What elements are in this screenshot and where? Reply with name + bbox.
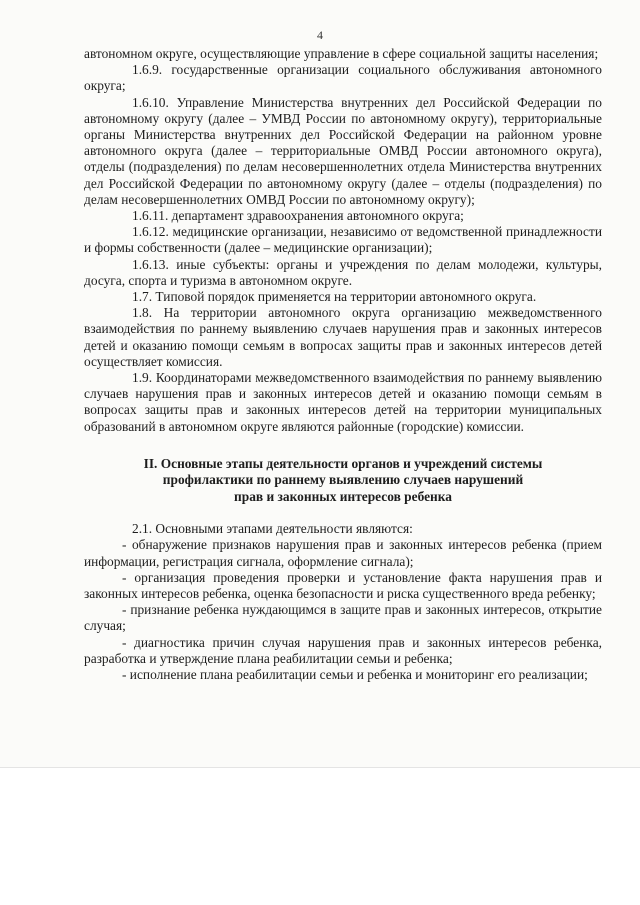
paragraph-1-8: 1.8. На территории автономного округа организацию межведомственного взаимодействия по раннему выявлению случаев нарушения прав и законных интересов детей и оказанию помощи семьям в вопросах защиты прав и законных интересов детей осуществляет комиссия. xyxy=(84,305,602,369)
page-number: 4 xyxy=(317,28,323,42)
list-item-plan-execution: - исполнение плана реабилитации семьи и ребенка и мониторинг его реализации; xyxy=(122,666,588,682)
paragraph-continuation: автономном округе, осуществляющие управление в сфере социальной защиты населения; xyxy=(84,46,599,61)
paragraph-1-6-9: 1.6.9. государственные организации социального обслуживания автономного округа; xyxy=(84,62,602,94)
paragraph-1-6-10: 1.6.10. Управление Министерства внутренних дел Российской Федерации по автономному округу (далее – УМВД России по автономному округу), территориальные органы Министерства внутренних дел Российской Федерации на районном уровне автономного округа (далее – территориальные ОМВД России автономного округа), отделы (подразделения) по делам несовершеннолетних отдела Министерства внутренних дел Российской Федерации по автономному округу (далее – отделы (подразделения) по делам несовершеннолетних ОМВД России по автономному округу); xyxy=(84,94,602,207)
paragraph-1-6-13: 1.6.13. иные субъекты: органы и учреждения по делам молодежи, культуры, досуга, спорта и туризма в автономном округе. xyxy=(84,256,602,288)
list-item-case-opening: - признание ребенка нуждающимся в защите прав и законных интересов, открытие случая; xyxy=(84,602,602,634)
list-item-verification: - организация проведения проверки и установление факта нарушения прав и законных интересов ребенка, оценка безопасности и риска существенного вреда ребенку; xyxy=(84,569,602,601)
paragraph-1-6-11: 1.6.11. департамент здравоохранения автономного округа; xyxy=(132,208,464,224)
paragraph-2-1: 2.1. Основными этапами деятельности являются: xyxy=(132,521,413,537)
list-item-diagnostics: - диагностика причин случая нарушения прав и законных интересов ребенка, разработка и утверждение плана реабилитации семьи и ребенка; xyxy=(84,634,602,666)
blank-area xyxy=(0,768,640,905)
paragraph-1-6-12: 1.6.12. медицинские организации, независимо от ведомственной принадлежности и формы собственности (далее – медицинские организации); xyxy=(84,224,602,256)
paragraph-1-7: 1.7. Типовой порядок применяется на территории автономного округа. xyxy=(132,289,537,305)
section-heading xyxy=(84,456,602,505)
section-heading-line-3: прав и законных интересов ребенка xyxy=(234,488,452,504)
section-heading-line-2: профилактики по раннему выявлению случаев нарушений xyxy=(162,472,524,488)
list-item-detection: - обнаружение признаков нарушения прав и законных интересов ребенка (прием информации, регистрация сигнала, оформление сигнала); xyxy=(84,537,602,569)
document-body xyxy=(84,46,602,683)
paragraph-1-9: 1.9. Координаторами межведомственного взаимодействия по раннему выявлению случаев нарушения прав и законных интересов детей и оказанию помощи семьям в вопросах защиты прав и законных интересов детей на территории муниципальных образований в автономном округе являются районные (городские) комиссии. xyxy=(84,370,602,434)
section-heading-line-1: II. Основные этапы деятельности органов и учреждений системы xyxy=(143,455,543,471)
